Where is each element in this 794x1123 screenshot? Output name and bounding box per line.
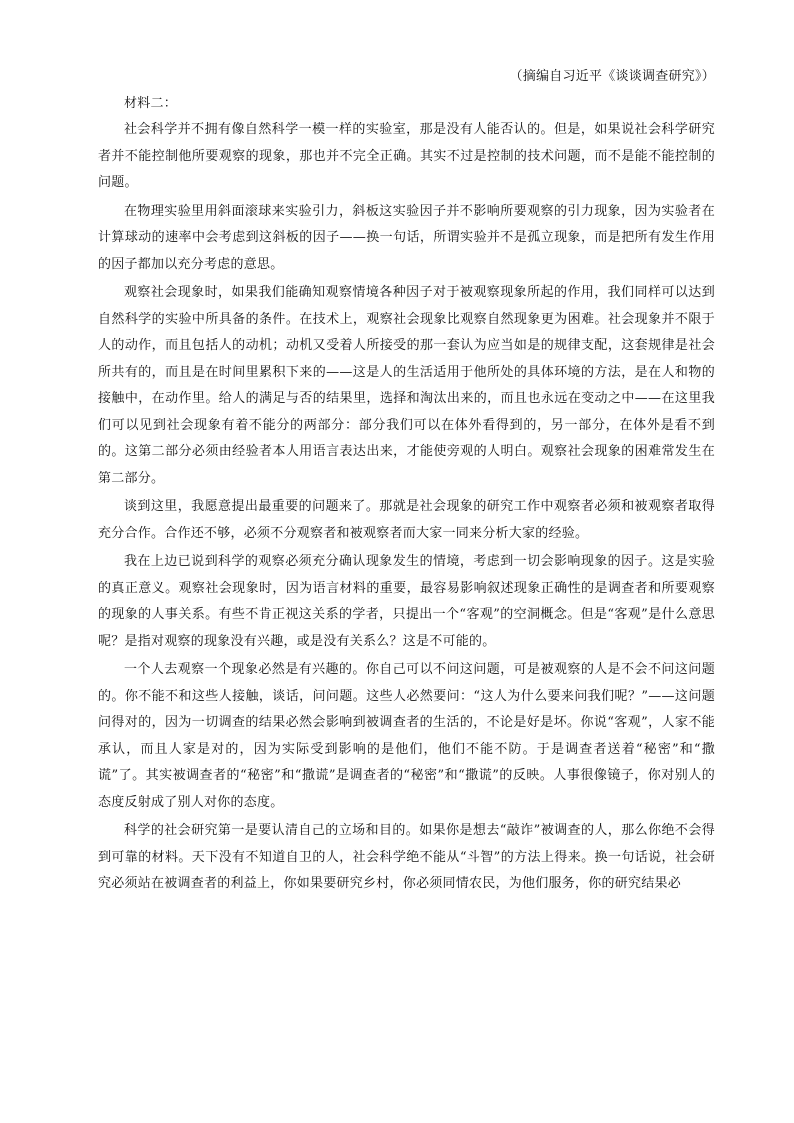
paragraph-6: 一个人去观察一个现象必然是有兴趣的。你自己可以不问这问题，可是被观察的人是不会不问这问题的。你不能不和这些人接触，谈话，问问题。这些人必然要问：“这人为什么要来问我们呢？”——这问题问得对的，因为一切调查的结果必然会影响到被调查者的生活的，不论是好是坏。你说“客观”，人家不能承认，而且人家是对的，因为实际受到影响的是他们，他们不能不防。于是调查者送着“秘密”和“撒谎”了。其实被调查者的“秘密”和“撒谎”是调查者的“秘密”和“撒谎”的反映。人事很像镜子，你对别人的态度反射成了别人对你的态度。 (98, 662, 715, 810)
paragraph-4: 谈到这里，我愿意提出最重要的问题来了。那就是社会现象的研究工作中观察者必须和被观察者取得充分合作。合作还不够，必须不分观察者和被观察者而大家一同来分析大家的经验。 (98, 499, 715, 541)
paragraph-7: 科学的社会研究第一是要认清自己的立场和目的。如果你是想去“敲诈”被调查的人，那么你绝不会得到可靠的材料。天下没有不知道自卫的人，社会科学绝不能从“斗智”的方法上得来。换一句话说，社会研究必须站在被调查者的利益上，你如果要研究乡村，你必须同情农民，为他们服务，你的研究结果必 (98, 823, 715, 891)
paragraph-2: 在物理实验里用斜面滚球来实验引力，斜板这实验因子并不影响所要观察的引力现象，因为实验者在计算球动的速率中会考虑到这斜板的因子——换一句话，所谓实验并不是孤立现象，而是把所有发生作用的因子都加以充分考虑的意思。 (98, 203, 715, 272)
section-title: 材料二： (124, 95, 178, 111)
paragraph-5: 我在上边已说到科学的观察必须充分确认现象发生的情境，考虑到一切会影响现象的因子。这是实验的真正意义。观察社会现象时，因为语言材料的重要，最容易影响叙述现象正确性的是调查者和所要观察的现象的人事关系。有些不肯正视这关系的学者，只提出一个“客观”的空洞概念。但是“客观”是什么意思呢？是指对观察的现象没有兴趣，或是没有关系么？这是不可能的。 (98, 554, 715, 649)
paragraph-3: 观察社会现象时，如果我们能确知观察情境各种因子对于被观察现象所起的作用，我们同样可以达到自然科学的实验中所具备的条件。在技术上，观察社会现象比观察自然现象更为困难。社会现象并不限于人的动作，而且包括人的动机；动机又受着人所接受的那一套认为应当如是的规律支配，这套规律是社会所共有的，而且是在时间里累积下来的——这是人的生活适用于他所处的具体环境的方法，是在人和物的接触中，在动作里。给人的满足与否的结果里，选择和淘汰出来的，而且也永远在变动之中——在这里我们可以见到社会现象有着不能分的两部分：部分我们可以在体外看得到的，另一部分，在体外是看不到的。这第二部分必须由经验者本人用语言表达出来，才能使旁观的人明白。观察社会现象的困难常发生在第二部分。 (98, 285, 715, 486)
source-note: （摘编自习近平《谈谈调查研究》） (509, 69, 715, 84)
document-body (98, 64, 715, 898)
paragraph-1: 社会科学并不拥有像自然科学一模一样的实验室，那是没有人能否认的。但是，如果说社会科学研究者并不能控制他所要观察的现象，那也并不完全正确。其实不过是控制的技术问题，而不是能不能控制的问题。 (98, 122, 715, 190)
